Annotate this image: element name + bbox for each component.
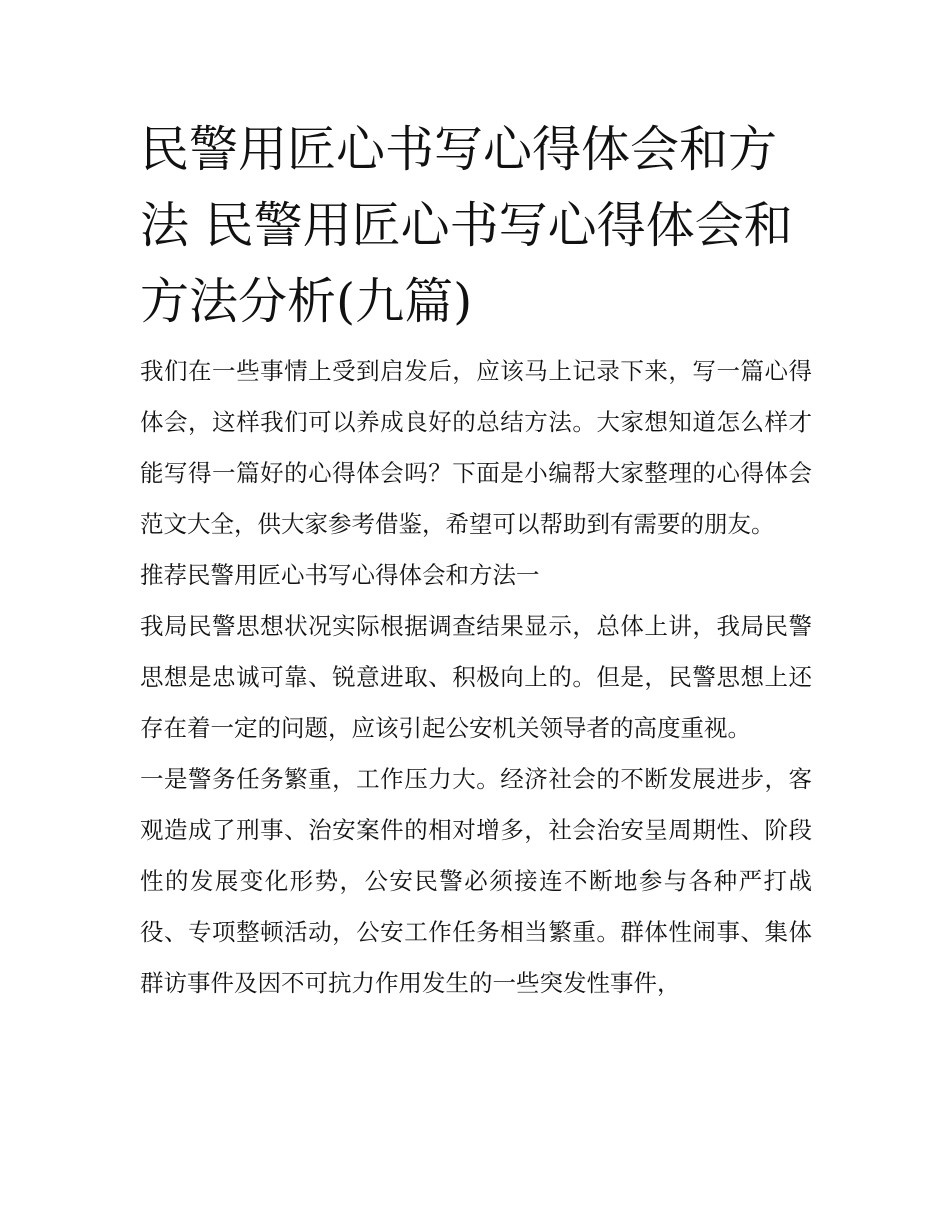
body-paragraph: 我局民警思想状况实际根据调查结果显示，总体上讲，我局民警思想是忠诚可靠、锐意进取、积极向上的。但是，民警思想上还存在着一定的问题，应该引起公安机关领导者的高度重视。 [140,612,812,742]
intro-paragraph: 我们在一些事情上受到启发后，应该马上记录下来，写一篇心得体会，这样我们可以养成良好的总结方法。大家想知道怎么样才能写得一篇好的心得体会吗？下面是小编帮大家整理的心得体会范文大全，供大家参考借鉴，希望可以帮助到有需要的朋友。 [140,357,812,538]
section-heading: 推荐民警用匠心书写心得体会和方法一 [140,561,540,589]
document-title: 民警用匠心书写心得体会和方法 民警用匠心书写心得体会和方法分析(九篇) [140,121,793,330]
body-paragraph: 一是警务任务繁重，工作压力大。经济社会的不断发展进步，客观造成了刑事、治安案件的相对增多，社会治安呈周期性、阶段性的发展变化形势，公安民警必须接连不断地参与各种严打战役、专项整顿活动，公安工作任务相当繁重。群体性闹事、集体群访事件及因不可抗力作用发生的一些突发性事件， [140,765,812,997]
document-body [140,112,812,1009]
